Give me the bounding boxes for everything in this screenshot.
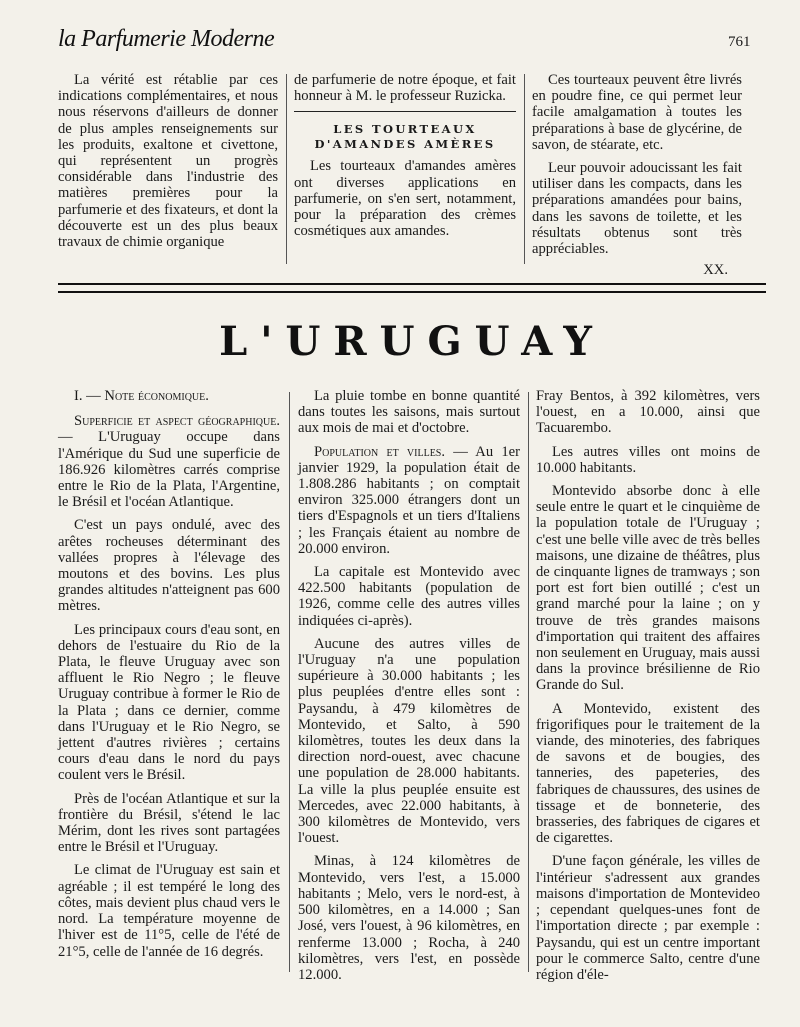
paragraph: Montevido absorbe donc à elle seule entre le quart et le cinquième de la population totale de l'Uruguay ; c'est une belle ville avec de très belles maisons, une dizaine de théâtres, plus de cinquante lignes de tramways ; son port est fort bien outillé ; c'est un grand marché pour la laine ; on y trouve de très grandes maisons d'importation qui traitent des affaires non seulement en Uruguay, mais aussi dans la province brésilienne de Rio Grande do Sul.	[536, 483, 760, 694]
paragraph: Le climat de l'Uruguay est sain et agréable ; il est tempéré le long des côtes, mais devient plus chaud vers le nord. La température moyenne de l'hiver est de 11°5, celle de l'été de 21°5, celle de l'année de 16 degrés.	[58, 862, 280, 960]
journal-title: la Parfumerie Moderne	[58, 26, 275, 52]
paragraph: de parfumerie de notre époque, et fait honneur à M. le professeur Ruzicka.	[294, 72, 516, 105]
top-column-3	[532, 72, 742, 285]
subheading-block	[294, 111, 516, 152]
signature: XX.	[703, 262, 728, 279]
paragraph: A Montevido, existent des frigorifiques pour le traitement de la viande, des minoteries, des fabriques de savons et de bougies, des tanneries, des papeteries, des fabriques de chaussures, des usines de tissage et de bonneterie, des brasseries, des fabriques de cigares et de cigarettes.	[536, 700, 760, 847]
paragraph: La pluie tombe en bonne quantité dans toutes les saisons, mais surtout aux mois de mai et d'octobre.	[298, 388, 520, 437]
subheading: LES TOURTEAUX D'AMANDES AMÈRES	[314, 122, 496, 152]
paragraph: Leur pouvoir adoucissant les fait utiliser dans les compacts, dans les préparations amandées pour bains, dans les savons de toilette, et les résultats obtenus sont très appréciables.	[532, 160, 742, 258]
section-heading: I. — Note économique.	[74, 388, 209, 404]
column-divider	[524, 74, 525, 264]
paragraph	[298, 444, 520, 557]
paragraph: Ces tourteaux peuvent être livrés en poudre fine, ce qui permet leur facile amalgamation à toutes les préparations à base de glycérine, de savon, de stéarate, etc.	[532, 72, 742, 153]
column-divider	[289, 392, 290, 972]
paragraph-lead: Population et villes.	[314, 443, 446, 460]
paragraph: La vérité est rétablie par ces indications complémentaires, et nous nous réservons d'ailleurs de donner de plus amples renseignements sur les produits, exaltone et civettone, qui représentent un progrès considérable dans l'industrie des matières premières pour la parfumerie et des fixateurs, et dont la découverte est un des plus beaux travaux de chimie organique	[58, 72, 278, 251]
article-column-1	[58, 388, 280, 967]
column-divider	[286, 74, 287, 264]
article-title: L'URUGUAY	[219, 318, 605, 365]
paragraph: D'une façon générale, les villes de l'intérieur s'adressent aux grandes maisons d'importation de Montevideo ; cependant quelques-unes font de l'importation directe ; par exemple : Paysandu, qui est un centre important pour le commerce Salto, centre d'une région d'éle-	[536, 853, 760, 983]
column-divider	[528, 392, 529, 972]
paragraph	[58, 413, 280, 510]
subheading-rule	[294, 111, 516, 112]
paragraph-text: — Au 1er janvier 1929, la population était de 1.808.286 habitants ; on comptait environ 325.000 étrangers dont un tiers d'Espagnols et un tiers d'Italiens ; les Français étaient au nombre de 20.000 environ.	[298, 443, 520, 557]
article-column-3	[536, 388, 760, 990]
paragraph: Aucune des autres villes de l'Uruguay n'a une population supérieure à 30.000 habitants ; les plus peuplées d'entre elles sont : Paysandu, à 479 kilomètres de Montevido, et Salto, à 590 kilomètres, toutes les deux dans la direction nord-ouest, avec chacune une population de 28.000 habitants. La ville la plus peuplée ensuite est Mercedes, avec 22.000 habitants, à 300 kilomètres de Montevido, vers l'ouest.	[298, 635, 520, 847]
paragraph: Minas, à 124 kilomètres de Montevido, vers l'est, a 15.000 habitants ; Melo, vers le nord-est, à 500 kilomètres, en a 14.000 ; San José, vers l'ouest, à 96 kilomètres, en renferme 13.000 ; Rocha, à 240 kilomètres, vers l'est, en possède 12.000.	[298, 853, 520, 983]
paragraph-text: — L'Uruguay occupe dans l'Amérique du Sud une superficie de 186.926 kilomètres carrés comprise entre le Rio de la Plata, l'Argentine, le Brésil et l'océan Atlantique.	[58, 429, 280, 511]
paragraph: C'est un pays ondulé, avec des arêtes rocheuses déterminant des vallées propres à l'élevage des moutons et des bovins. Les plus grandes altitudes n'atteignent pas 600 mètres.	[58, 517, 280, 615]
paragraph-lead: Superficie et aspect géographique.	[74, 413, 280, 430]
paragraph: Fray Bentos, à 392 kilomètres, vers l'ouest, en a 10.000, ainsi que Tacuarembo.	[536, 388, 760, 437]
top-column-2	[294, 72, 516, 246]
paragraph: Les principaux cours d'eau sont, en dehors de l'estuaire du Rio de la Plata, le fleuve Uruguay avec son affluent le Rio Negro ; le fleuve Uruguay contribue à former le Rio de la Plata ; dans ce dernier, comme dans l'Uruguay et le Rio Negro, se jettent d'autres rivières ; certains cours d'eau dans le nord du pays coulent vers le Brésil.	[58, 621, 280, 784]
paragraph: Près de l'océan Atlantique et sur la frontière du Brésil, s'étend le lac Mérim, dont les rives sont partagées entre le Brésil et l'Uruguay.	[58, 790, 280, 856]
section-separator	[58, 283, 766, 293]
top-column-1	[58, 72, 278, 257]
page-number: 761	[728, 34, 751, 50]
paragraph: La capitale est Montevido avec 422.500 habitants (population de 1926, comme celle des autres villes indiquées ci-après).	[298, 564, 520, 629]
article-column-2	[298, 388, 520, 990]
paragraph: Les tourteaux d'amandes amères ont diverses applications en parfumerie, on s'en sert, notamment, pour la préparation des crèmes cosmétiques aux amandes.	[294, 158, 516, 240]
paragraph: Les autres villes ont moins de 10.000 habitants.	[536, 443, 760, 476]
